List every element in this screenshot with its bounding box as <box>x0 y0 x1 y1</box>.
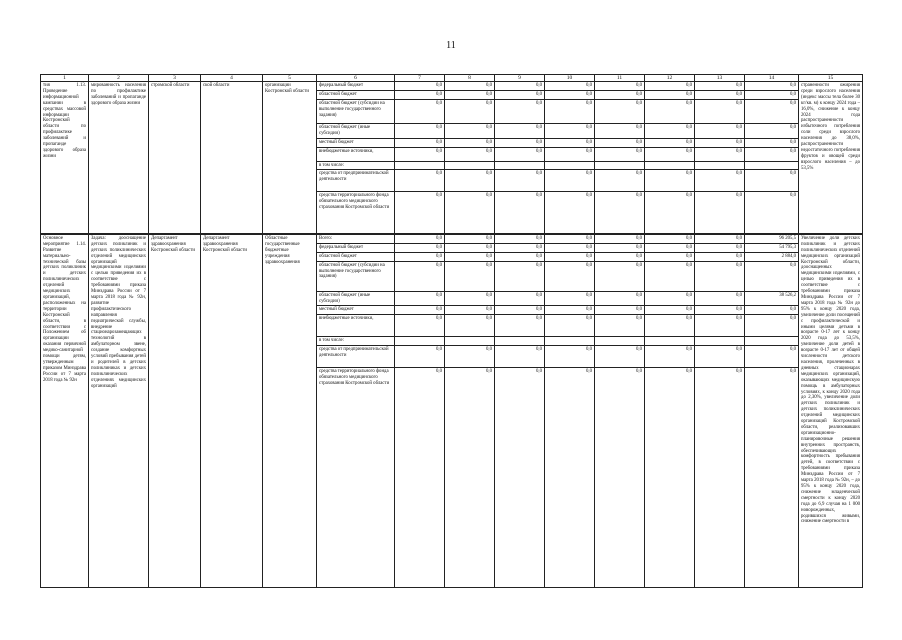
funding-source: федеральный бюджет <box>317 243 395 252</box>
funding-source: средства территориального фонда обязательного медицинского страхования Костромской области <box>317 192 395 234</box>
funding-value: 54 795,3 <box>745 243 799 252</box>
funding-value: 0,0 <box>495 82 545 91</box>
funding-value: 0,0 <box>595 306 645 315</box>
funding-value: 0,0 <box>495 138 545 147</box>
funding-value <box>445 161 495 170</box>
funding-value: 0,0 <box>545 368 595 588</box>
funding-value: 0,0 <box>545 315 595 337</box>
funding-value <box>595 337 645 346</box>
funding-value <box>645 337 695 346</box>
funding-source: областной бюджет <box>317 252 395 261</box>
expected-results: Увеличение доли детских поликлиник и детских поликлинических отделений медицинских организаций Костромской области, дооснащенных медицинскими изделиями, с целью приведения их в соответствие с требованиями приказа Минздрава России от 7 марта 2018 года № 92н до 95% к концу 2020 года, увеличение доли посещений с профилактической и иными целями детьми в возрасте 0-17 лет к концу 2020 года до 53,5%, увеличение доли детей в возрасте 0-17 лет от общей численности детского населения, пролеченных в дневных стационарах медицинских организаций, оказывающих медицинскую помощь в амбулаторных условиях, к концу 2020 года до 2,30%, увеличение доли детских поликлиник и детских поликлинических отделений медицинских организаций Костромской области, реализовавших организационно-планировочные решения внутренних пространств, обеспечивающих комфортность пребывания детей, в соответствии с требованиями приказа Минздрава России от 7 марта 2018 года № 92н, – до 95% к концу 2020 года, снижение младенческой смертности к концу 2020 года до 6,9 случая на 1 000 новорожденных, родившихся живыми, снижение смертности в <box>799 234 863 588</box>
funding-source: областной бюджет (иные субсидии) <box>317 291 395 306</box>
funding-source: областной бюджет (иные субсидии) <box>317 123 395 138</box>
funding-value: 0,0 <box>445 261 495 291</box>
funding-value: 0,0 <box>595 261 645 291</box>
funding-value <box>395 337 445 346</box>
funding-value: 0,0 <box>445 170 495 192</box>
funding-value: 0,0 <box>745 90 799 99</box>
funding-value: 0,0 <box>695 138 745 147</box>
funding-value: 0,0 <box>595 192 645 234</box>
funding-value: 0,0 <box>395 261 445 291</box>
funding-value: 0,0 <box>445 192 495 234</box>
responsible-executor: Департамент здравоохранения Костромской области <box>149 234 201 588</box>
funding-value: 0,0 <box>395 346 445 368</box>
funding-value: 0,0 <box>595 170 645 192</box>
funding-value <box>545 337 595 346</box>
funding-value: 0,0 <box>695 252 745 261</box>
funding-value: 0,0 <box>495 234 545 243</box>
funding-value: 0,0 <box>645 346 695 368</box>
activity-block-1-13 <box>41 82 863 234</box>
funding-value: 0,0 <box>395 234 445 243</box>
activity-goal: Задача: дооснащение детских поликлиник и детских поликлинических отделений медицинских организаций медицинскими изделиями с целью приведения их в соответствие с требованиями приказа Минздрава России от 7 марта 2018 года № 92н, развитие профилактического направления педиатрической службы, внедрение стационарозамещающих технологий в амбулаторном звене, создание комфортных условий пребывания детей и родителей в детских поликлиниках и детских поликлинических отделениях медицинских организаций <box>89 234 149 588</box>
funding-value: 0,0 <box>445 234 495 243</box>
funding-value: 0,0 <box>545 147 595 161</box>
funding-value <box>595 161 645 170</box>
funding-value: 0,0 <box>495 192 545 234</box>
funding-value: 0,0 <box>745 192 799 234</box>
funding-value: 0,0 <box>645 82 695 91</box>
funding-value: 0,0 <box>595 346 645 368</box>
funding-source: местный бюджет <box>317 306 395 315</box>
coexecutor: Департамент здравоохранения Костромской области <box>201 234 263 588</box>
column-number: 4 <box>201 75 263 82</box>
column-number: 14 <box>745 75 799 82</box>
funding-value: 38 526,2 <box>745 291 799 306</box>
funding-value: 0,0 <box>395 315 445 337</box>
funding-value: 0,0 <box>495 368 545 588</box>
funding-value: 0,0 <box>595 90 645 99</box>
activity-name: Основное мероприятие 1.14. Развитие материально-технической базы детских поликлиник и детских поликлинических отделений медицинских организаций, расположенных на территории Костромской области, в соответствии с Положением об организации оказания первичной медико-санитарной помощи детям, утвержденным приказом Минздрава России от 7 марта 2018 года № 92н <box>41 234 89 588</box>
funding-value: 0,0 <box>445 315 495 337</box>
funding-value: 0,0 <box>745 170 799 192</box>
funding-source: местный бюджет <box>317 138 395 147</box>
program-table <box>40 74 863 588</box>
funding-source: областной бюджет (субсидии на выполнение государственного задания) <box>317 261 395 291</box>
funding-value: 0,0 <box>395 90 445 99</box>
funding-source: средства от предпринимательской деятельности <box>317 346 395 368</box>
funding-value: 0,0 <box>545 192 595 234</box>
funding-value: 0,0 <box>495 90 545 99</box>
funding-value: 0,0 <box>495 147 545 161</box>
column-number: 6 <box>317 75 395 82</box>
funding-value <box>395 161 445 170</box>
funding-value: 0,0 <box>395 99 445 123</box>
funding-value: 0,0 <box>545 252 595 261</box>
funding-value: 0,0 <box>745 82 799 91</box>
column-number-row <box>41 75 863 82</box>
activity-name: тия 1.13. Проведение информационной кампании в средствах массовой информации Костромской области по профилактике заболеваний и пропаганде здорового образа жизни <box>41 82 89 234</box>
funding-value: 0,0 <box>395 170 445 192</box>
funding-source: внебюджетные источники, <box>317 147 395 161</box>
funding-source: областной бюджет (субсидии на выполнение государственного задания) <box>317 99 395 123</box>
funding-value: 0,0 <box>645 306 695 315</box>
funding-value: 0,0 <box>645 261 695 291</box>
funding-value: 0,0 <box>445 138 495 147</box>
funding-value: 0,0 <box>645 90 695 99</box>
coexecutor: ской области <box>201 82 263 234</box>
funding-value: 0,0 <box>495 99 545 123</box>
funding-value: 0,0 <box>745 368 799 588</box>
funding-value: 0,0 <box>595 368 645 588</box>
column-number: 11 <box>595 75 645 82</box>
funding-value: 0,0 <box>445 147 495 161</box>
funding-value: 0,0 <box>495 346 545 368</box>
funding-value: 0,0 <box>595 123 645 138</box>
funding-value: 0,0 <box>645 234 695 243</box>
funding-value: 0,0 <box>695 192 745 234</box>
funding-value: 0,0 <box>645 252 695 261</box>
funding-value: 0,0 <box>545 99 595 123</box>
funding-value: 0,0 <box>395 138 445 147</box>
funding-value: 0,0 <box>695 82 745 91</box>
funding-value: 0,0 <box>745 99 799 123</box>
participant: организации Костромской области <box>263 82 317 234</box>
funding-value: 0,0 <box>645 99 695 123</box>
funding-value: 0,0 <box>645 147 695 161</box>
column-number: 3 <box>149 75 201 82</box>
responsible-executor: стромской области <box>149 82 201 234</box>
funding-source: средства от предпринимательской деятельности <box>317 170 395 192</box>
funding-value: 0,0 <box>495 170 545 192</box>
funding-value: 0,0 <box>745 138 799 147</box>
funding-value: 0,0 <box>445 368 495 588</box>
funding-value: 0,0 <box>745 315 799 337</box>
funding-value: 0,0 <box>695 291 745 306</box>
funding-value: 0,0 <box>595 252 645 261</box>
funding-value: 0,0 <box>695 368 745 588</box>
funding-value: 0,0 <box>695 261 745 291</box>
funding-value: 0,0 <box>695 243 745 252</box>
funding-value: 96 205,5 <box>745 234 799 243</box>
funding-value: 0,0 <box>545 82 595 91</box>
expected-results: страненности ожирения среди взрослого населения (индекс массы тела более 30 кг/кв. м) к концу 2024 года – 16,0%, снижение к концу 2024 года распространенности избыточного потребления соли среди взрослого населения до 38,0%, распространенности недостаточного потребления фруктов и овощей среди взрослого населения – до 53,5% <box>799 82 863 234</box>
funding-source: в том числе: <box>317 337 395 346</box>
funding-value: 0,0 <box>645 138 695 147</box>
funding-value <box>745 161 799 170</box>
funding-value: 0,0 <box>745 261 799 291</box>
funding-value: 0,0 <box>645 315 695 337</box>
funding-value: 0,0 <box>445 252 495 261</box>
funding-value: 0,0 <box>595 99 645 123</box>
column-number: 2 <box>89 75 149 82</box>
funding-value: 0,0 <box>545 90 595 99</box>
funding-value: 0,0 <box>545 170 595 192</box>
column-number: 8 <box>445 75 495 82</box>
funding-value <box>695 161 745 170</box>
column-number: 7 <box>395 75 445 82</box>
funding-value: 0,0 <box>445 90 495 99</box>
funding-value: 0,0 <box>545 291 595 306</box>
funding-value: 0,0 <box>545 306 595 315</box>
funding-value: 0,0 <box>545 243 595 252</box>
funding-value: 0,0 <box>595 234 645 243</box>
funding-value: 0,0 <box>545 261 595 291</box>
funding-value: 0,0 <box>545 123 595 138</box>
funding-value: 0,0 <box>595 243 645 252</box>
funding-source: Всего: <box>317 234 395 243</box>
funding-value: 0,0 <box>445 99 495 123</box>
funding-source: федеральный бюджет <box>317 82 395 91</box>
funding-value <box>695 337 745 346</box>
funding-value: 0,0 <box>395 82 445 91</box>
column-number: 1 <box>41 75 89 82</box>
funding-value: 0,0 <box>445 291 495 306</box>
funding-value: 0,0 <box>445 346 495 368</box>
funding-value: 0,0 <box>695 90 745 99</box>
funding-value: 2 884,0 <box>745 252 799 261</box>
funding-value: 0,0 <box>745 346 799 368</box>
funding-value: 0,0 <box>395 243 445 252</box>
funding-value: 0,0 <box>395 368 445 588</box>
funding-value: 0,0 <box>645 192 695 234</box>
funding-value: 0,0 <box>695 346 745 368</box>
funding-source: областной бюджет <box>317 90 395 99</box>
funding-value: 0,0 <box>595 82 645 91</box>
funding-value: 0,0 <box>395 252 445 261</box>
funding-value: 0,0 <box>695 99 745 123</box>
funding-value: 0,0 <box>645 123 695 138</box>
funding-source: внебюджетные источники, <box>317 315 395 337</box>
funding-value: 0,0 <box>595 291 645 306</box>
funding-value: 0,0 <box>395 291 445 306</box>
funding-value <box>445 337 495 346</box>
column-number: 10 <box>545 75 595 82</box>
funding-value: 0,0 <box>695 123 745 138</box>
funding-value: 0,0 <box>745 147 799 161</box>
funding-value: 0,0 <box>445 82 495 91</box>
funding-value: 0,0 <box>495 243 545 252</box>
funding-value: 0,0 <box>395 147 445 161</box>
funding-value: 0,0 <box>695 170 745 192</box>
funding-value: 0,0 <box>695 306 745 315</box>
funding-value: 0,0 <box>545 138 595 147</box>
funding-value: 0,0 <box>395 123 445 138</box>
funding-value: 0,0 <box>395 192 445 234</box>
funding-value <box>745 337 799 346</box>
column-number: 5 <box>263 75 317 82</box>
funding-row <box>41 234 863 243</box>
funding-value: 0,0 <box>495 252 545 261</box>
funding-value: 0,0 <box>445 243 495 252</box>
funding-row <box>41 82 863 91</box>
funding-value: 0,0 <box>745 123 799 138</box>
funding-value: 0,0 <box>595 315 645 337</box>
funding-value <box>645 161 695 170</box>
activity-goal: мированность населения по профилактике заболеваний и пропаганде здорового образа жизни <box>89 82 149 234</box>
funding-value: 0,0 <box>595 138 645 147</box>
funding-value <box>495 337 545 346</box>
page-number: 11 <box>446 40 456 51</box>
funding-source: в том числе: <box>317 161 395 170</box>
funding-value: 0,0 <box>695 234 745 243</box>
column-number: 9 <box>495 75 545 82</box>
funding-value: 0,0 <box>495 306 545 315</box>
activity-block-1-14 <box>41 234 863 588</box>
funding-value: 0,0 <box>595 147 645 161</box>
column-number: 12 <box>645 75 695 82</box>
funding-value: 0,0 <box>445 306 495 315</box>
funding-value: 0,0 <box>645 243 695 252</box>
funding-value <box>495 161 545 170</box>
funding-value: 0,0 <box>495 261 545 291</box>
column-number: 13 <box>695 75 745 82</box>
funding-value: 0,0 <box>495 123 545 138</box>
funding-value: 0,0 <box>545 346 595 368</box>
funding-value: 0,0 <box>645 368 695 588</box>
funding-value: 0,0 <box>545 234 595 243</box>
funding-source: средства территориального фонда обязательного медицинского страхования Костромской области <box>317 368 395 588</box>
funding-value <box>545 161 595 170</box>
participant: Областные государственные бюджетные учреждения здравоохранения <box>263 234 317 588</box>
funding-value: 0,0 <box>695 315 745 337</box>
funding-value: 0,0 <box>395 306 445 315</box>
funding-value: 0,0 <box>645 170 695 192</box>
funding-value: 0,0 <box>645 291 695 306</box>
funding-value: 0,0 <box>495 315 545 337</box>
funding-value: 0,0 <box>445 123 495 138</box>
column-number: 15 <box>799 75 863 82</box>
funding-value: 0,0 <box>745 306 799 315</box>
funding-value: 0,0 <box>695 147 745 161</box>
funding-value: 0,0 <box>495 291 545 306</box>
